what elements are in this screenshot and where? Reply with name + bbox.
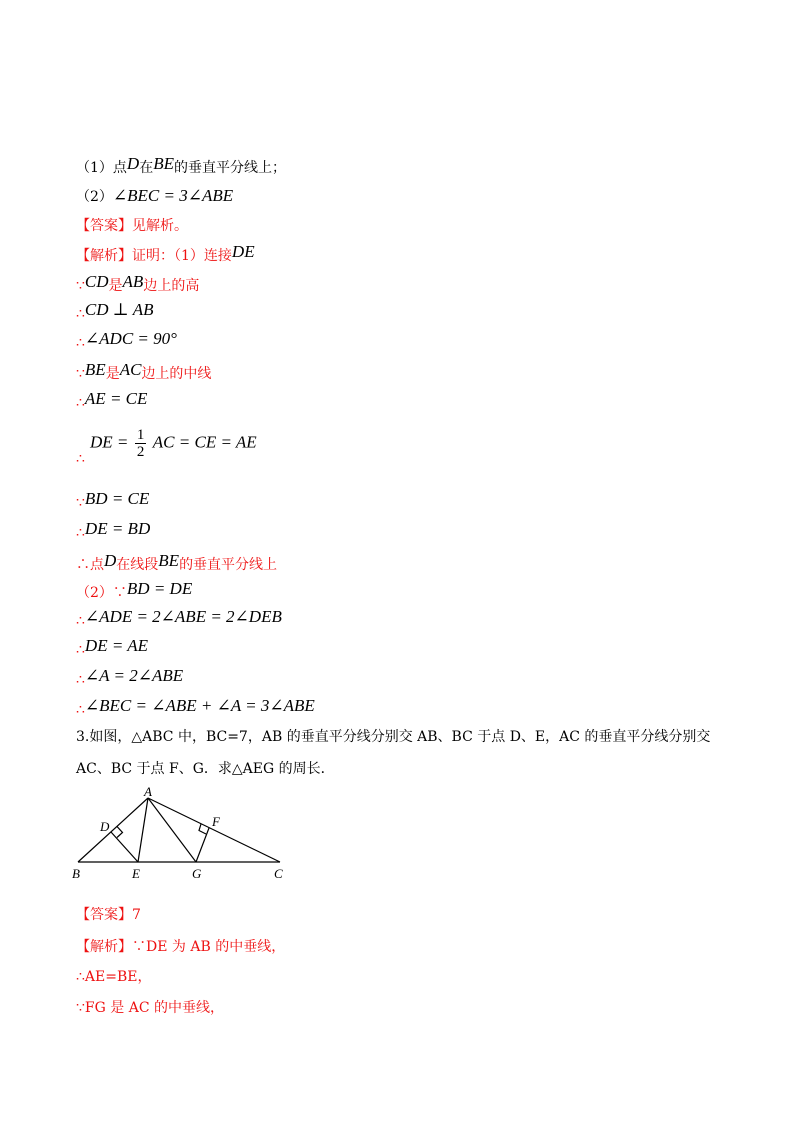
proof-step-14: ∴∠BEC = ∠ABE + ∠A = 3∠ABE [76, 696, 315, 718]
segment-fg [196, 828, 209, 862]
analysis-line: 【解析】证明：（1）连接DE [76, 242, 255, 264]
proof-step-11: ∴∠ADE = 2∠ABE = 2∠DEB [76, 607, 282, 629]
answer-3: 【答案】7 [76, 907, 141, 923]
analysis-3-line-1: 【解析】∵DE 为 AB 的中垂线， [76, 939, 286, 955]
label-a: A [144, 785, 152, 799]
label-c: C [274, 866, 283, 881]
proof-step-7: ∵BD = CE [76, 489, 150, 511]
segment-de [111, 832, 138, 862]
question-2: （2）∠BEC = 3∠ABE [76, 186, 234, 205]
segment-ab [78, 798, 148, 862]
problem-3-text: 3.如图，△ABC 中，BC=7，AB 的垂直平分线分别交 AB、BC 于点 D、E，AC 的垂直平分线分别交 AC、BC 于点 F、G．求△AEG 的周长． [76, 729, 711, 777]
question-1: （1）点D在BE的垂直平分线上； [76, 154, 286, 176]
label-b: B [72, 866, 80, 881]
proof-step-2: ∴CD ⊥ AB [76, 300, 154, 322]
proof-step-4: ∵BE是AC边上的中线 [76, 360, 212, 382]
label-e: E [132, 866, 140, 881]
proof-step-13: ∴∠A = 2∠ABE [76, 666, 184, 688]
triangle-figure [70, 785, 300, 885]
proof-step-10: （2）∵BD = DE [76, 579, 193, 601]
segment-ae [138, 798, 148, 862]
label-f: F [212, 814, 220, 829]
proof-step-9: ∴点D在线段BE的垂直平分线上 [76, 551, 278, 573]
analysis-3-line-2: ∴AE=BE， [76, 969, 152, 985]
proof-step-8: ∴DE = BD [76, 519, 151, 541]
proof-step-12: ∴DE = AE [76, 636, 149, 658]
label-g: G [192, 866, 202, 881]
label-d: D [100, 819, 110, 834]
right-angle-d [117, 827, 123, 838]
proof-step-5: ∴AE = CE [76, 389, 148, 411]
answer-label: 【答案】见解析。 [76, 218, 188, 234]
segment-ag [148, 798, 196, 862]
proof-step-1: ∵CD是AB边上的高 [76, 272, 200, 294]
fraction-one-half: $\frac{1}{2}$ [136, 427, 145, 460]
analysis-3-line-3: ∵FG 是 AC 的中垂线， [76, 1000, 224, 1016]
proof-step-3: ∴∠ADC = 90° [76, 329, 177, 351]
segment-ac [148, 798, 280, 862]
